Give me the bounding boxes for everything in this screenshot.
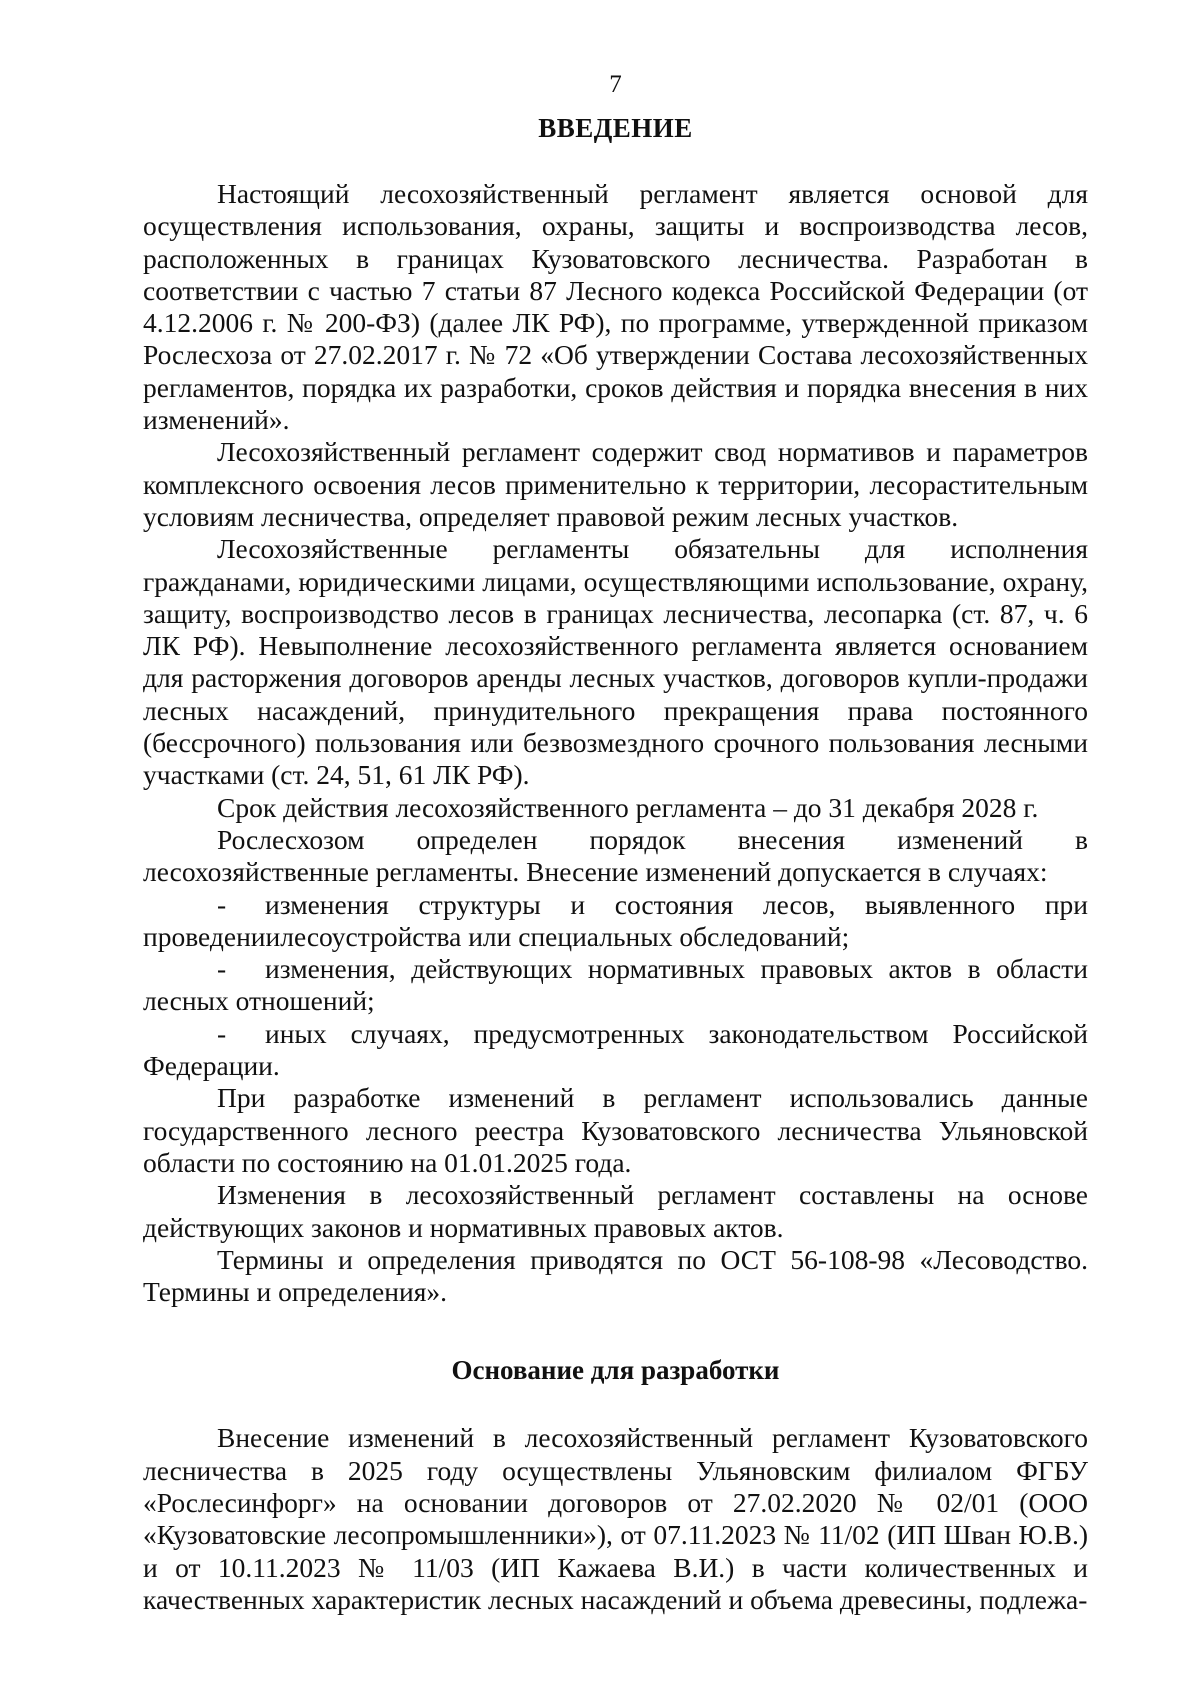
list-dash: - xyxy=(217,888,227,920)
section-heading-basis: Основание для разработки xyxy=(451,1355,780,1386)
page-number: 7 xyxy=(609,71,622,98)
list-item-text: иных случаях, предусмотренных законодательством Российской Федерации. xyxy=(143,1017,1088,1082)
list-dash: - xyxy=(217,1017,227,1049)
intro-paragraph-3: Лесохозяйственные регламенты обязательны для исполнения гражданами, юридическими лицами, осуществляющими использование, охрану, защиту, воспроизводство лесов в границах лесничества, лесопарка (ст. 87, ч. 6 ЛК РФ). Невыполнение лесохозяйственного регламента является основанием для расторжения договоров аренды лесных участков, договоров купли-продажи лесных насаждений, принудительного прекращения права постоянного (бессрочного) пользования или безвозмездного срочного пользования лесными участками (ст. 24, 51, 61 ЛК РФ). xyxy=(143,533,1088,791)
intro-paragraph-1: Настоящий лесохозяйственный регламент является основой для осуществления использования, охраны, защиты и воспроизводства лесов, расположенных в границах Кузоватовского лесничества. Разработан в соответствии с частью 7 статьи 87 Лесного кодекса Российской Федерации (от 4.12.2006 г. № 200-ФЗ) (далее ЛК РФ), по программе, утвержденной приказом Рослесхоза от 27.02.2017 г. № 72 «Об утверждении Состава лесохозяйственных регламентов, порядка их разработки, сроков действия и порядка внесения в них изменений». xyxy=(143,178,1088,436)
list-item xyxy=(143,953,1088,1018)
list-item-text: изменения, действующих нормативных правовых актов в области лесных отношений; xyxy=(143,953,1088,1017)
intro-paragraph-4: Срок действия лесохозяйственного регламента – до 31 декабря 2028 г. xyxy=(217,791,1039,823)
intro-paragraph-5: Рослесхозом определен порядок внесения изменений в лесохозяйственные регламенты. Внесение изменений допускается в случаях: xyxy=(143,823,1088,888)
paragraph-legal-basis: Изменения в лесохозяйственный регламент составлены на основе действующих законов и нормативных правовых актов. xyxy=(143,1179,1088,1243)
basis-paragraph: Внесение изменений в лесохозяйственный регламент Кузоватовского лесничества в 2025 году осуществлены Ульяновским филиалом ФГБУ «Рослесинфорг» на основании договоров от 27.02.2020 № 02/01 (ООО «Кузоватовские лесопромышленники»), от 07.11.2023 № 11/02 (ИП Шван Ю.В.) и от 10.11.2023 № 11/03 (ИП Кажаева В.И.) в части количественных и качественных характеристик лесных насаждений и объема древесины, подлежа- xyxy=(143,1422,1088,1615)
document-page xyxy=(143,70,1088,1616)
paragraph-data-sources: При разработке изменений в регламент использовались данные государственного лесного реестра Кузоватовского лесничества Ульяновской области по состоянию на 01.01.2025 года. xyxy=(143,1082,1088,1178)
list-item xyxy=(143,1018,1088,1083)
intro-paragraph-2: Лесохозяйственный регламент содержит свод нормативов и параметров комплексного освоения лесов применительно к территории, лесорастительным условиям лесничества, определяет правовой режим лесных участков. xyxy=(143,436,1088,532)
list-item-text: изменения структуры и состояния лесов, выявленного при проведениилесоустройства или специальных обследований; xyxy=(143,888,1088,952)
section-heading-introduction: ВВЕДЕНИЕ xyxy=(538,113,693,143)
paragraph-terms: Термины и определения приводятся по ОСТ 56-108-98 «Лесоводство. Термины и определения». xyxy=(143,1243,1088,1308)
list-dash: - xyxy=(217,953,227,985)
list-item xyxy=(143,889,1088,954)
